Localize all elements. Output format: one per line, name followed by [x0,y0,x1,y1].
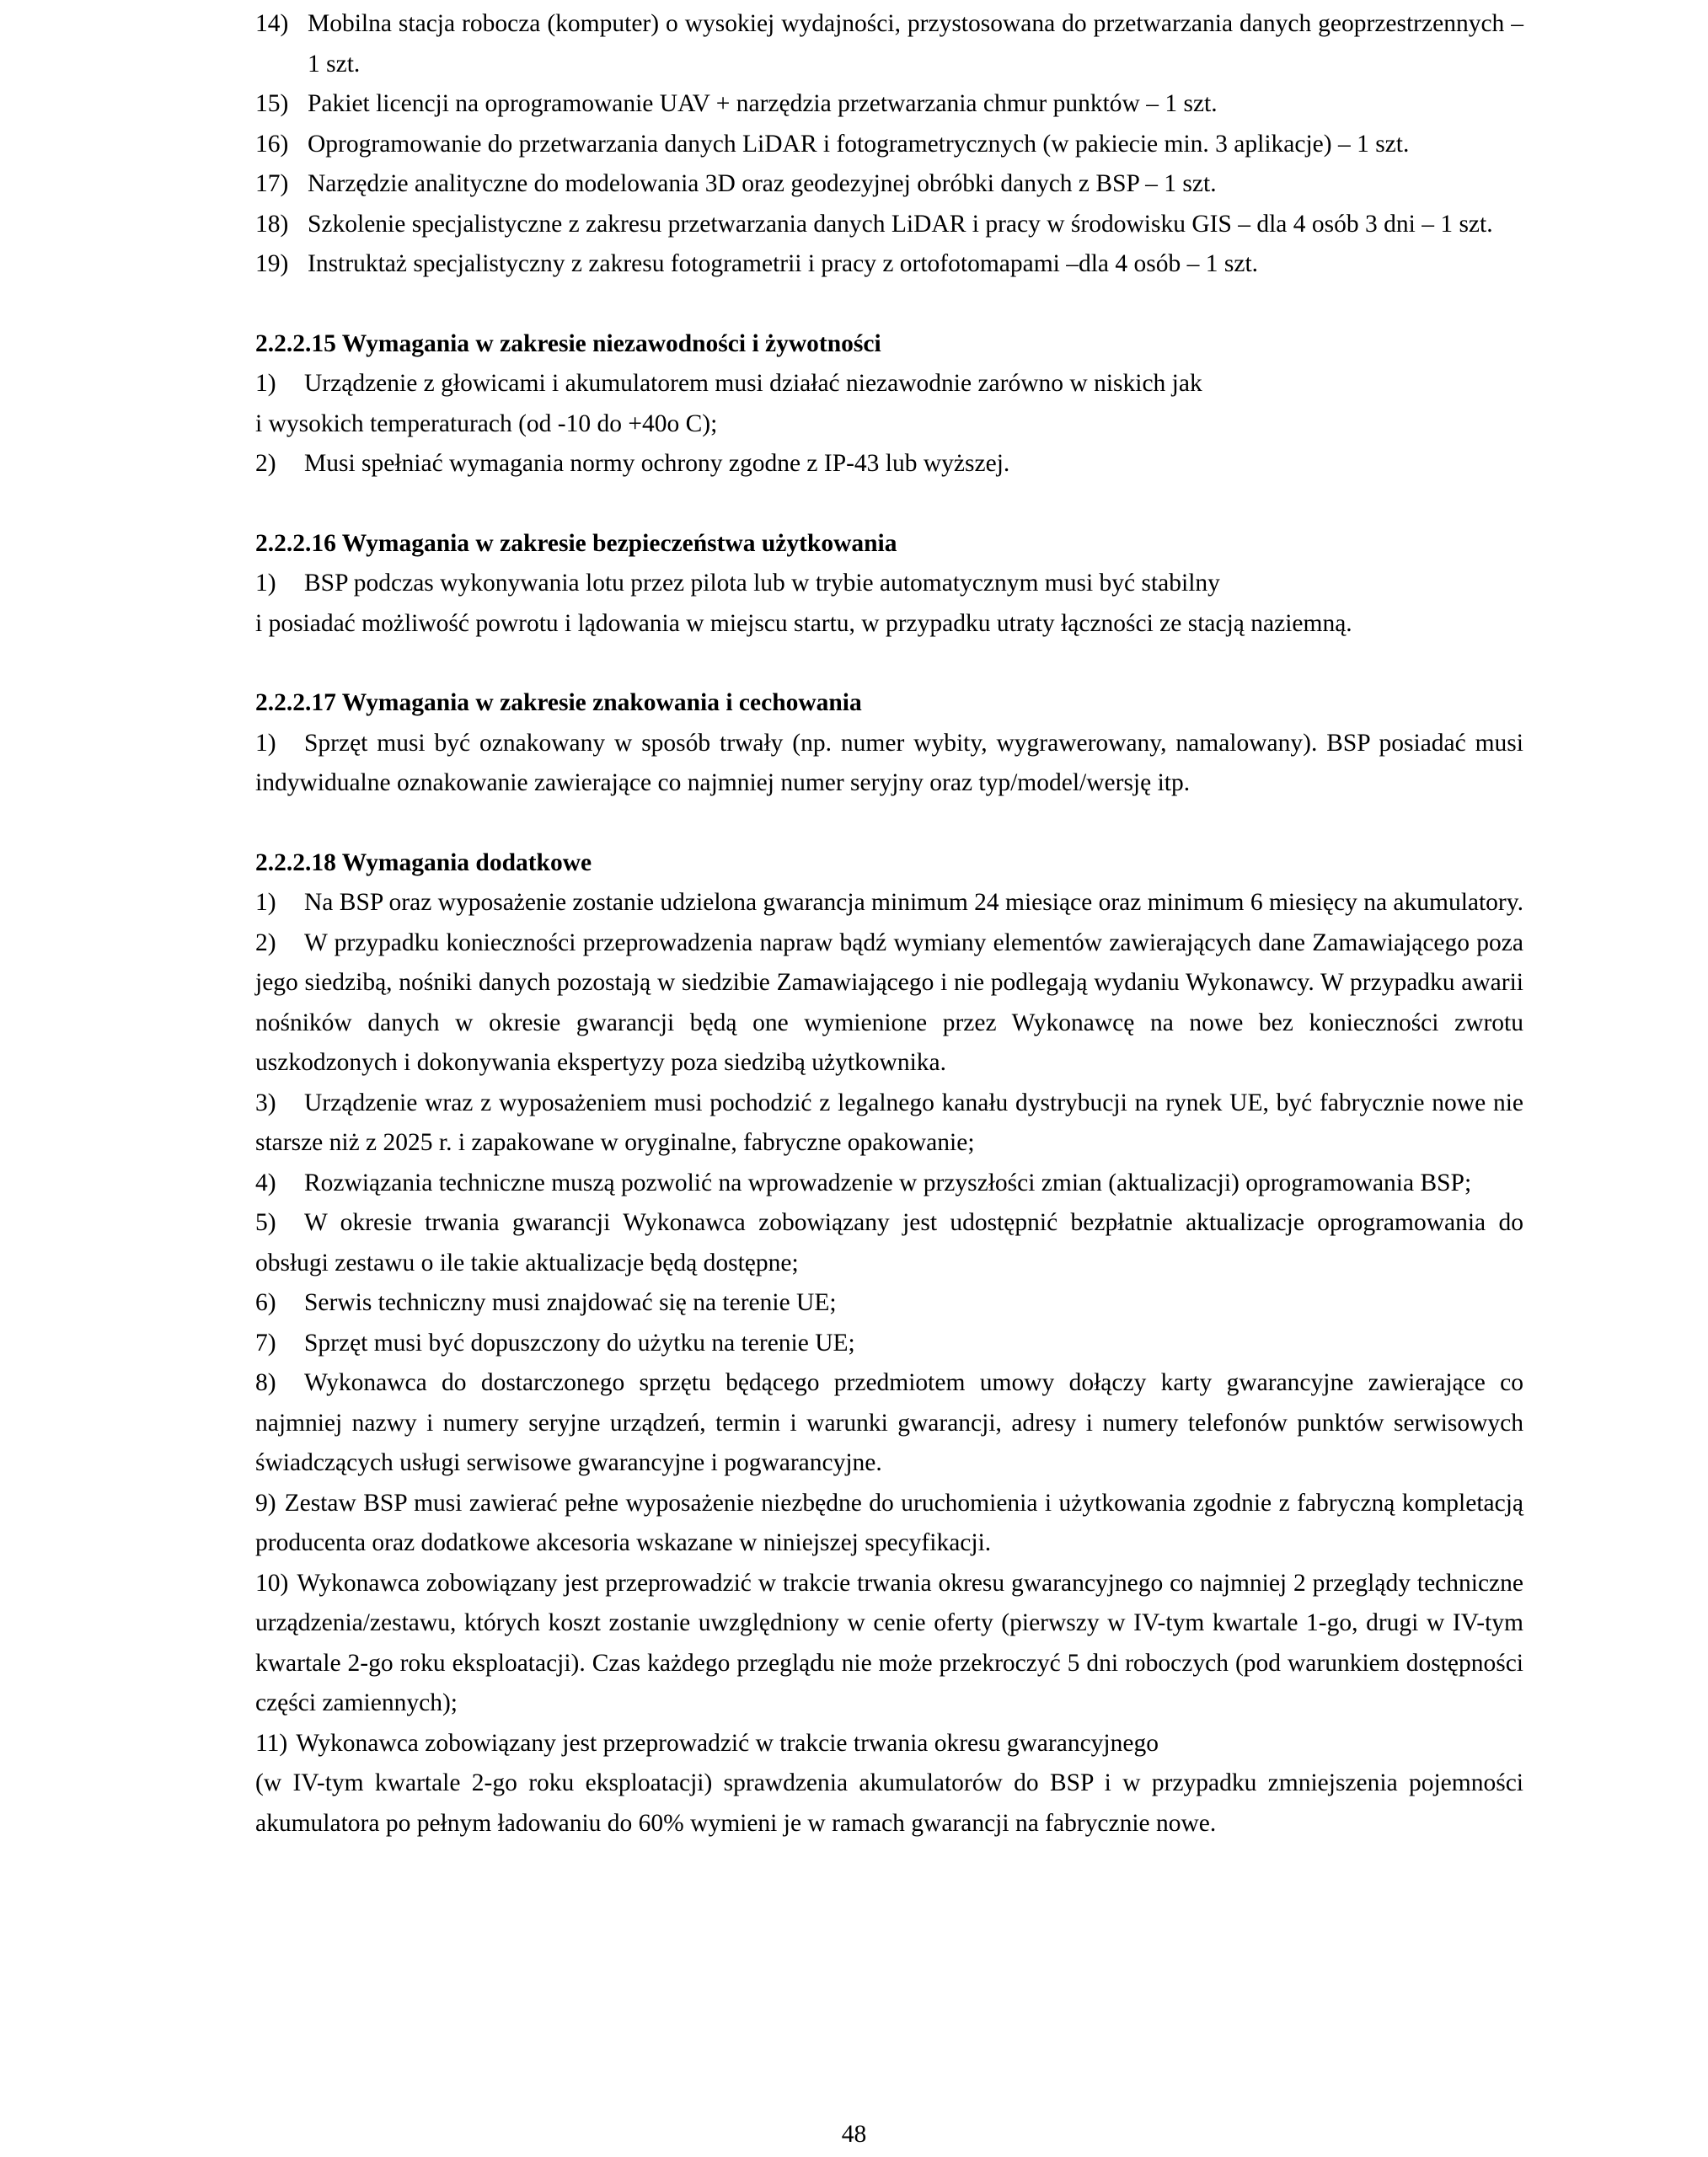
paragraph [255,1564,1523,1724]
paragraph-line: BSP podczas wykonywania lotu przez pilota lub w trybie automatycznym musi być stabilny [304,570,1220,597]
paragraph-text: Urządzenie wraz z wyposażeniem musi pochodzić z legalnego kanału dystrybucji na rynek UE, być fabrycznie nowe nie starsze niż z 2025 r. i zapakowane w oryginalne, fabryczne opakowanie; [255,1089,1523,1156]
document-page [255,4,1523,1844]
section-heading: 2.2.2.16 Wymagania w zakresie bezpieczeństwa użytkowania [255,529,897,557]
paragraph [255,364,1523,404]
page-number: 48 [841,2121,867,2148]
item-text: Szkolenie specjalistyczne z zakresu przetwarzania danych LiDAR i pracy w środowisku GIS – dla 4 osób 3 dni – 1 szt. [308,210,1493,238]
paragraph-number: 6) [255,1289,276,1316]
paragraph-text: Serwis techniczny musi znajdować się na terenie UE; [304,1289,837,1316]
paragraph-number: 1) [255,570,276,597]
paragraph-text: Sprzęt musi być oznakowany w sposób trwały (np. numer wybity, wygrawerowany, namalowany). BSP posiadać musi indywidualne oznakowanie zawierające co najmniej numer seryjny oraz typ/model/wersję itp. [255,729,1523,796]
paragraph [255,1363,1523,1484]
list-item [255,125,1523,165]
item-number: 15) [255,90,289,117]
paragraph-text: Wykonawca do dostarczonego sprzętu będącego przedmiotem umowy dołączy karty gwarancyjne zawierające co najmniej nazwy i numery seryjne urządzeń, termin i warunki gwarancji, adresy i numery telefonów punktów serwisowych świadczących usługi serwisowe gwarancyjne i pogwarancyjne. [255,1369,1523,1476]
paragraph-line: i wysokich temperaturach (od -10 do +40o C); [255,409,718,437]
paragraph-text: Na BSP oraz wyposażenie zostanie udzielona gwarancja minimum 24 miesiące oraz minimum 6 miesięcy na akumulatory. [304,889,1523,916]
paragraph-text: Sprzęt musi być dopuszczony do użytku na terenie UE; [304,1329,855,1357]
paragraph-number: 1) [255,370,276,397]
paragraph-text: Rozwiązania techniczne muszą pozwolić na wprowadzenie w przyszłości zmian (aktualizacji) oprogramowania BSP; [304,1169,1472,1196]
paragraph-number: 2) [255,929,276,956]
paragraph [255,444,1523,484]
paragraph-number: 3) [255,1089,276,1116]
paragraph [255,564,1523,604]
paragraph-line: Musi spełniać wymagania normy ochrony zgodne z IP-43 lub wyższej. [304,450,1010,477]
paragraph-number: 4) [255,1169,276,1196]
paragraph-line: Wykonawca zobowiązany jest przeprowadzić w trakcie trwania okresu gwarancyjnego [296,1729,1159,1757]
paragraph-number: 5) [255,1209,276,1236]
section-heading: 2.2.2.18 Wymagania dodatkowe [255,848,592,876]
paragraph [255,1324,1523,1364]
list-item [255,4,1523,84]
item-number: 19) [255,250,289,277]
item-text: Oprogramowanie do przetwarzania danych LiDAR i fotogrametrycznych (w pakiecie min. 3 aplikacje) – 1 szt. [308,130,1410,158]
paragraph-number: 1) [255,889,276,916]
paragraph-number: 1) [255,729,276,757]
paragraph [255,1283,1523,1324]
item-number: 16) [255,130,289,158]
section-safety [255,524,1523,645]
paragraph-number: 8) [255,1369,276,1396]
paragraph [255,724,1523,804]
list-item [255,164,1523,205]
paragraph-text: Wykonawca zobowiązany jest przeprowadzić w trakcie trwania okresu gwarancyjnego co najmniej 2 przeglądy techniczne urządzenia/zestawu, których koszt zostanie uwzględniony w cenie oferty (pierwszy w IV-tym kwartale 1-go, drugi w IV-tym kwartale 2-go roku eksploatacji). Czas każdego przeglądu nie może przekroczyć 5 dni roboczych (pod warunkiem dostępności części zamiennych); [255,1569,1523,1716]
item-number: 18) [255,210,289,238]
paragraph-number: 9) [255,1489,276,1517]
section-marking [255,683,1523,804]
list-item [255,244,1523,285]
paragraph-line: Urządzenie z głowicami i akumulatorem musi działać niezawodnie zarówno w niskich jak [304,370,1202,397]
paragraph [255,923,1523,1084]
section-heading: 2.2.2.17 Wymagania w zakresie znakowania i cechowania [255,689,862,716]
paragraph [255,1484,1523,1564]
paragraph-number: 11) [255,1729,288,1757]
section-additional [255,843,1523,1844]
paragraph [255,1084,1523,1164]
paragraph-line: i posiadać możliwość powrotu i lądowania w miejscu startu, w przypadku utraty łączności ze stacją naziemną. [255,609,1352,637]
item-text: Mobilna stacja robocza (komputer) o wysokiej wydajności, przystosowana do przetwarzania danych geoprzestrzennych – 1 szt. [308,10,1523,78]
item-number: 17) [255,170,289,197]
item-text: Instruktaż specjalistyczny z zakresu fotogrametrii i pracy z ortofotomapami –dla 4 osób – 1 szt. [308,250,1259,277]
item-text: Narzędzie analityczne do modelowania 3D oraz geodezyjnej obróbki danych z BSP – 1 szt. [308,170,1217,197]
paragraph-text: Zestaw BSP musi zawierać pełne wyposażenie niezbędne do uruchomienia i użytkowania zgodnie z fabryczną kompletacją producenta oraz dodatkowe akcesoria wskazane w niniejszej specyfikacji. [255,1489,1523,1556]
paragraph-number: 10) [255,1569,289,1597]
paragraph-line: (w IV-tym kwartale 2-go roku eksploatacji) sprawdzenia akumulatorów do BSP i w przypadku zmniejszenia pojemności akumulatora po pełnym ładowaniu do 60% wymieni je w ramach gwarancji na fabrycznie nowe. [255,1769,1523,1837]
paragraph-text: W okresie trwania gwarancji Wykonawca zobowiązany jest udostępnić bezpłatnie aktualizacje oprogramowania do obsługi zestawu o ile takie aktualizacje będą dostępne; [255,1209,1523,1277]
paragraph [255,1203,1523,1283]
item-text: Pakiet licencji na oprogramowanie UAV + narzędzia przetwarzania chmur punktów – 1 szt. [308,90,1218,117]
item-number: 14) [255,10,289,37]
equipment-list [255,4,1523,285]
paragraph [255,883,1523,923]
section-reliability [255,324,1523,484]
paragraph-number: 2) [255,450,276,477]
list-item [255,84,1523,125]
paragraph-number: 7) [255,1329,276,1357]
section-heading: 2.2.2.15 Wymagania w zakresie niezawodności i żywotności [255,329,881,357]
paragraph [255,1724,1523,1764]
paragraph [255,1164,1523,1204]
list-item [255,205,1523,245]
paragraph-text: W przypadku konieczności przeprowadzenia napraw bądź wymiany elementów zawierających dane Zamawiającego poza jego siedzibą, nośniki danych pozostają w siedzibie Zamawiającego i nie podlegają wydaniu Wykonawcy. W przypadku awarii nośników danych w okresie gwarancji będą one wymienione przez Wykonawcę na nowe bez konieczności zwrotu uszkodzonych i dokonywania ekspertyzy poza siedzibą użytkownika. [255,929,1523,1076]
